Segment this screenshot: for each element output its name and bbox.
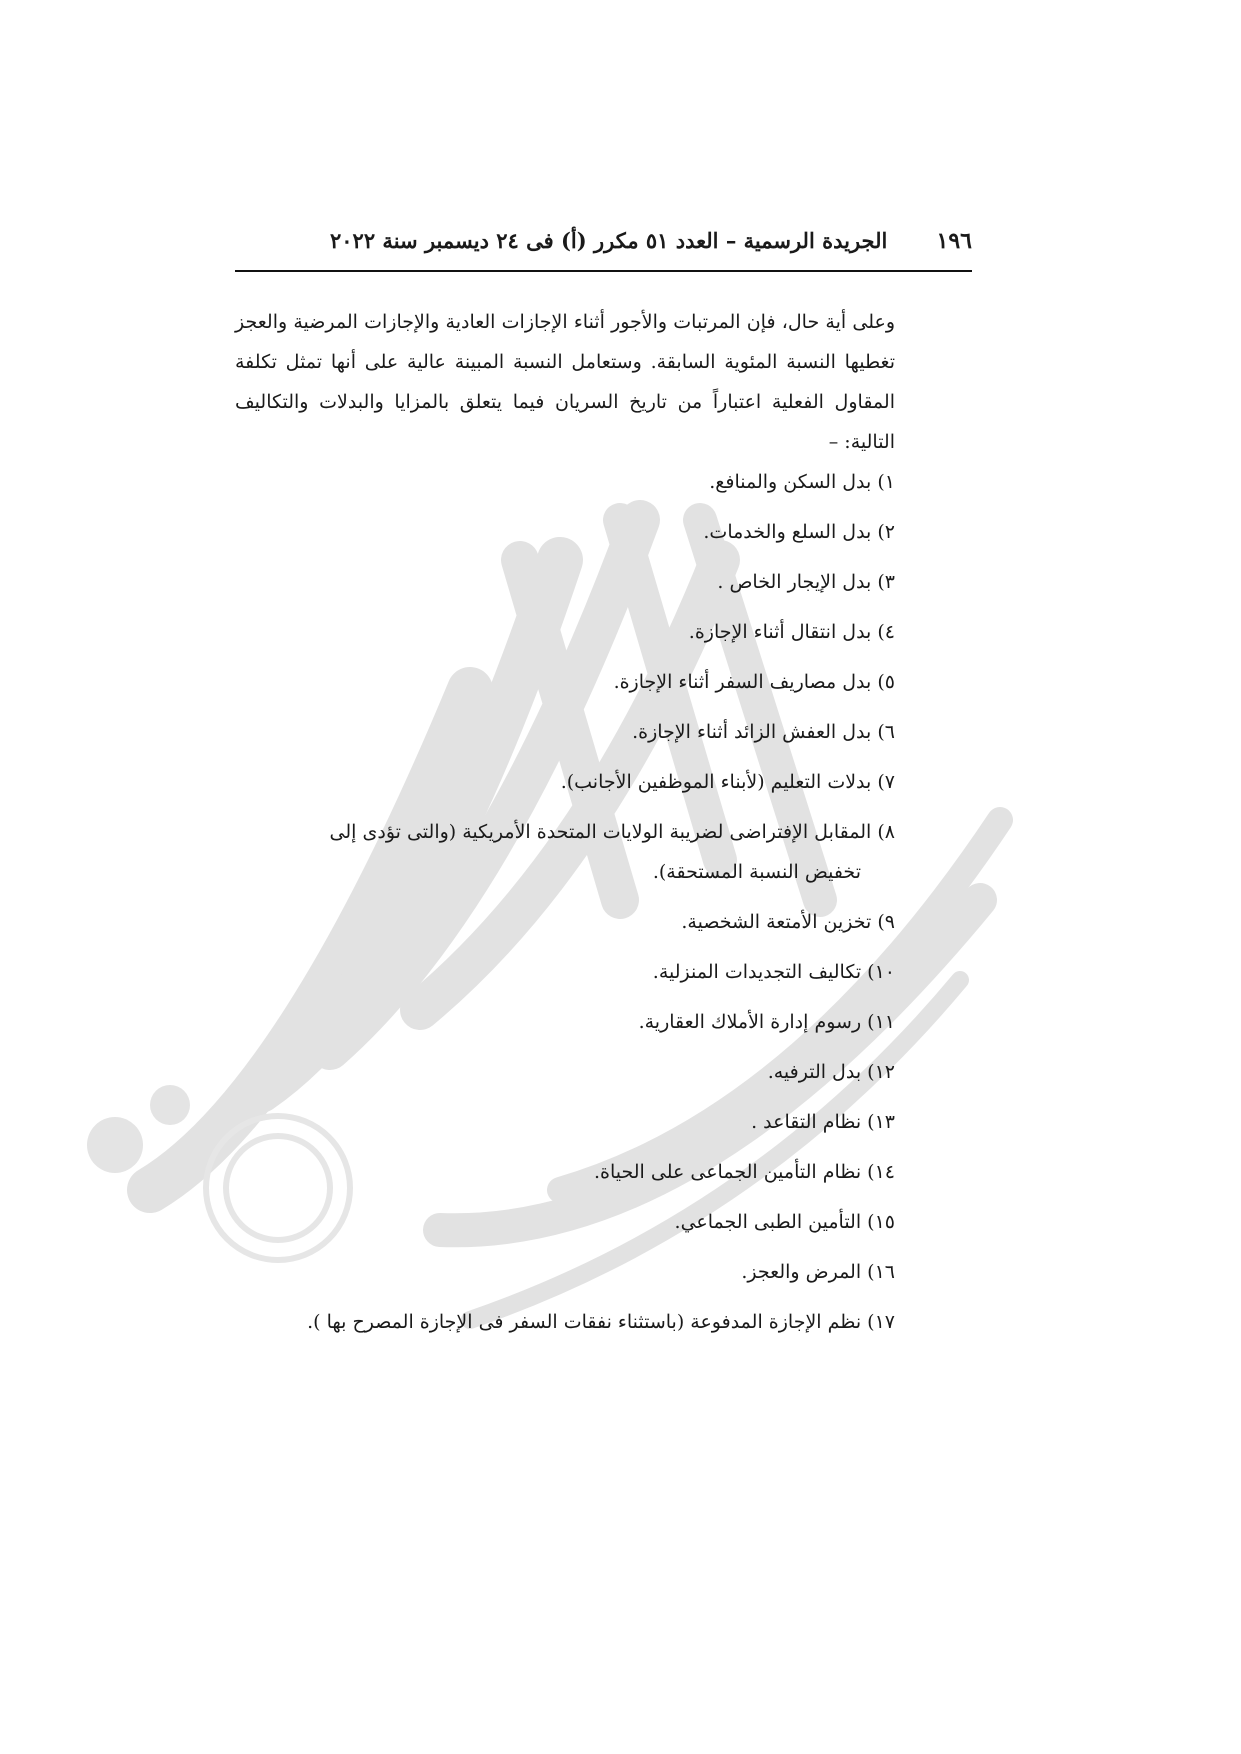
list-item: ٥) بدل مصاريف السفر أثناء الإجازة.	[613, 671, 895, 693]
list-item: ٦) بدل العفش الزائد أثناء الإجازة.	[632, 721, 895, 743]
list-item: ١٦) المرض والعجز.	[741, 1261, 895, 1283]
list-item: ٣) بدل الإيجار الخاص .	[717, 571, 895, 593]
document-body	[235, 302, 895, 1352]
list-item: ١٧) نظم الإجازة المدفوعة (باستثناء نفقات السفر فى الإجازة المصرح بها ).	[307, 1311, 895, 1333]
list-item-8	[222, 812, 895, 902]
list-item: ١٤) نظام التأمين الجماعى على الحياة.	[593, 1161, 895, 1183]
page-number: ١٩٦	[936, 228, 972, 254]
list-item: ٩) تخزين الأمتعة الشخصية.	[681, 911, 895, 933]
list-item: ١٥) التأمين الطبى الجماعي.	[674, 1211, 895, 1233]
list-item-8-line1: ٨) المقابل الإفتراضى لضريبة الولايات المتحدة الأمريكية (والتى تؤدى إلى	[329, 821, 895, 843]
list-item: ٧) بدلات التعليم (لأبناء الموظفين الأجانب).	[560, 771, 895, 793]
list-item: ١٢) بدل الترفيه.	[767, 1061, 895, 1083]
header-divider	[235, 270, 972, 272]
list-item: ١) بدل السكن والمنافع.	[709, 471, 895, 493]
list-item: ٤) بدل انتقال أثناء الإجازة.	[688, 621, 895, 643]
list-item: ١١) رسوم إدارة الأملاك العقارية.	[638, 1011, 895, 1033]
list-item: ١٠) تكاليف التجديدات المنزلية.	[652, 961, 895, 983]
page-header	[235, 228, 972, 268]
intro-paragraph: وعلى أية حال، فإن المرتبات والأجور أثناء الإجازات العادية والإجازات المرضية والعجز تغطيها النسبة المئوية السابقة. وستعامل النسبة المبينة عالية على أنها تمثل تكلفة المقاول الفعلية اعتباراً من تاريخ السريان فيما يتعلق بالمزايا والبدلات والتكاليف التالية: –	[235, 311, 895, 453]
list-item: ١٣) نظام التقاعد .	[751, 1111, 895, 1133]
gazette-title: الجريدة الرسمية – العدد ٥١ مكرر (أ) فى ٢٤ ديسمبر سنة ٢٠٢٢	[330, 228, 888, 253]
list-item: ٢) بدل السلع والخدمات.	[703, 521, 895, 543]
list-item-8-line2: تخفيض النسبة المستحقة).	[652, 861, 861, 883]
